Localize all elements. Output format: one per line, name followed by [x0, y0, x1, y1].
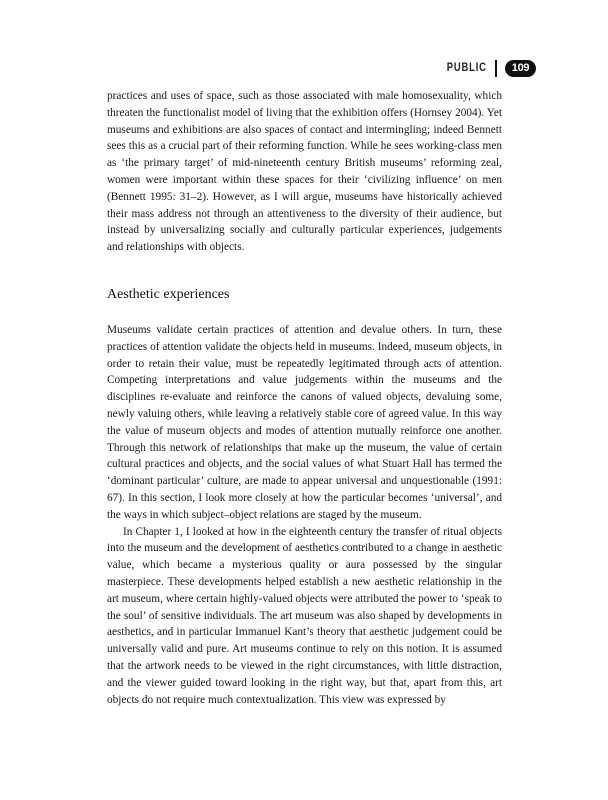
paragraph-1: practices and uses of space, such as those associated with male homosexuality, which threaten the functionalist model of living that the exhibition offers (Hornsey 2004). Yet museums and exhibitions are also spaces of contact and intermingling; indeed Bennett sees this as a crucial part of their reforming function. While he sees working-class men as ‘the primary target’ of mid-nineteenth century British museums’ reforming zeal, women were important within these spaces for their ‘civilizing influence’ on men (Bennett 1995: 31–2). However, as I will argue, museums have historically achieved their mass address not through an attentiveness to the diversity of their audience, but instead by universalizing socially and culturally particular experiences, judgements and relationships with objects. [107, 90, 502, 254]
paragraph-2: Museums validate certain practices of attention and devalue others. In turn, these practices of attention validate the objects held in museums. Indeed, museum objects, in order to retain their value, must be repeatedly legitimated through acts of attention. Competing interpretations and value judgements within the museums and the disciplines re-evaluate and reinforce the canons of valued objects, devaluing some, newly valuing others, while leaving a relatively stable core of agreed value. In this way the value of museum objects and modes of attention mutually reinforce one another. Through this network of relationships that make up the museum, the value of certain cultural practices and objects, and the social values of what Stuart Hall has termed the ‘dominant particular’ culture, are made to appear universal and unquestionable (1991: 67). In this section, I look more closely at how the particular becomes ‘universal’, and the ways in which subject–object relations are staged by the museum. [107, 324, 502, 521]
section-label: PUBLIC [446, 62, 487, 74]
section-heading: Aesthetic experiences [107, 287, 230, 302]
body-text-top [107, 88, 502, 256]
header-divider [495, 60, 498, 77]
running-head [438, 58, 536, 78]
paragraph-3: In Chapter 1, I looked at how in the eighteenth century the transfer of ritual objects into the museum and the development of aesthetics contributed to a change in aesthetic value, which became a mysterious quality or aura possessed by the singular masterpiece. These developments helped establish a new aesthetic relationship in the art museum, where certain highly-valued objects were attributed the power to ‘speak to the soul’ of sensitive individuals. The art museum was also shaped by developments in aesthetics, and in particular Immanuel Kant’s theory that aesthetic judgement could be universally valid and pure. Art museums continue to rely on this notion. It is assumed that the artwork needs to be viewed in the right circumstances, with little distraction, and the viewer guided toward looking in the right way, but that, apart from this, art objects do not require much contextualization. This view was expressed by [107, 525, 502, 706]
page-number: 109 [505, 60, 536, 77]
body-text-main [107, 322, 502, 708]
